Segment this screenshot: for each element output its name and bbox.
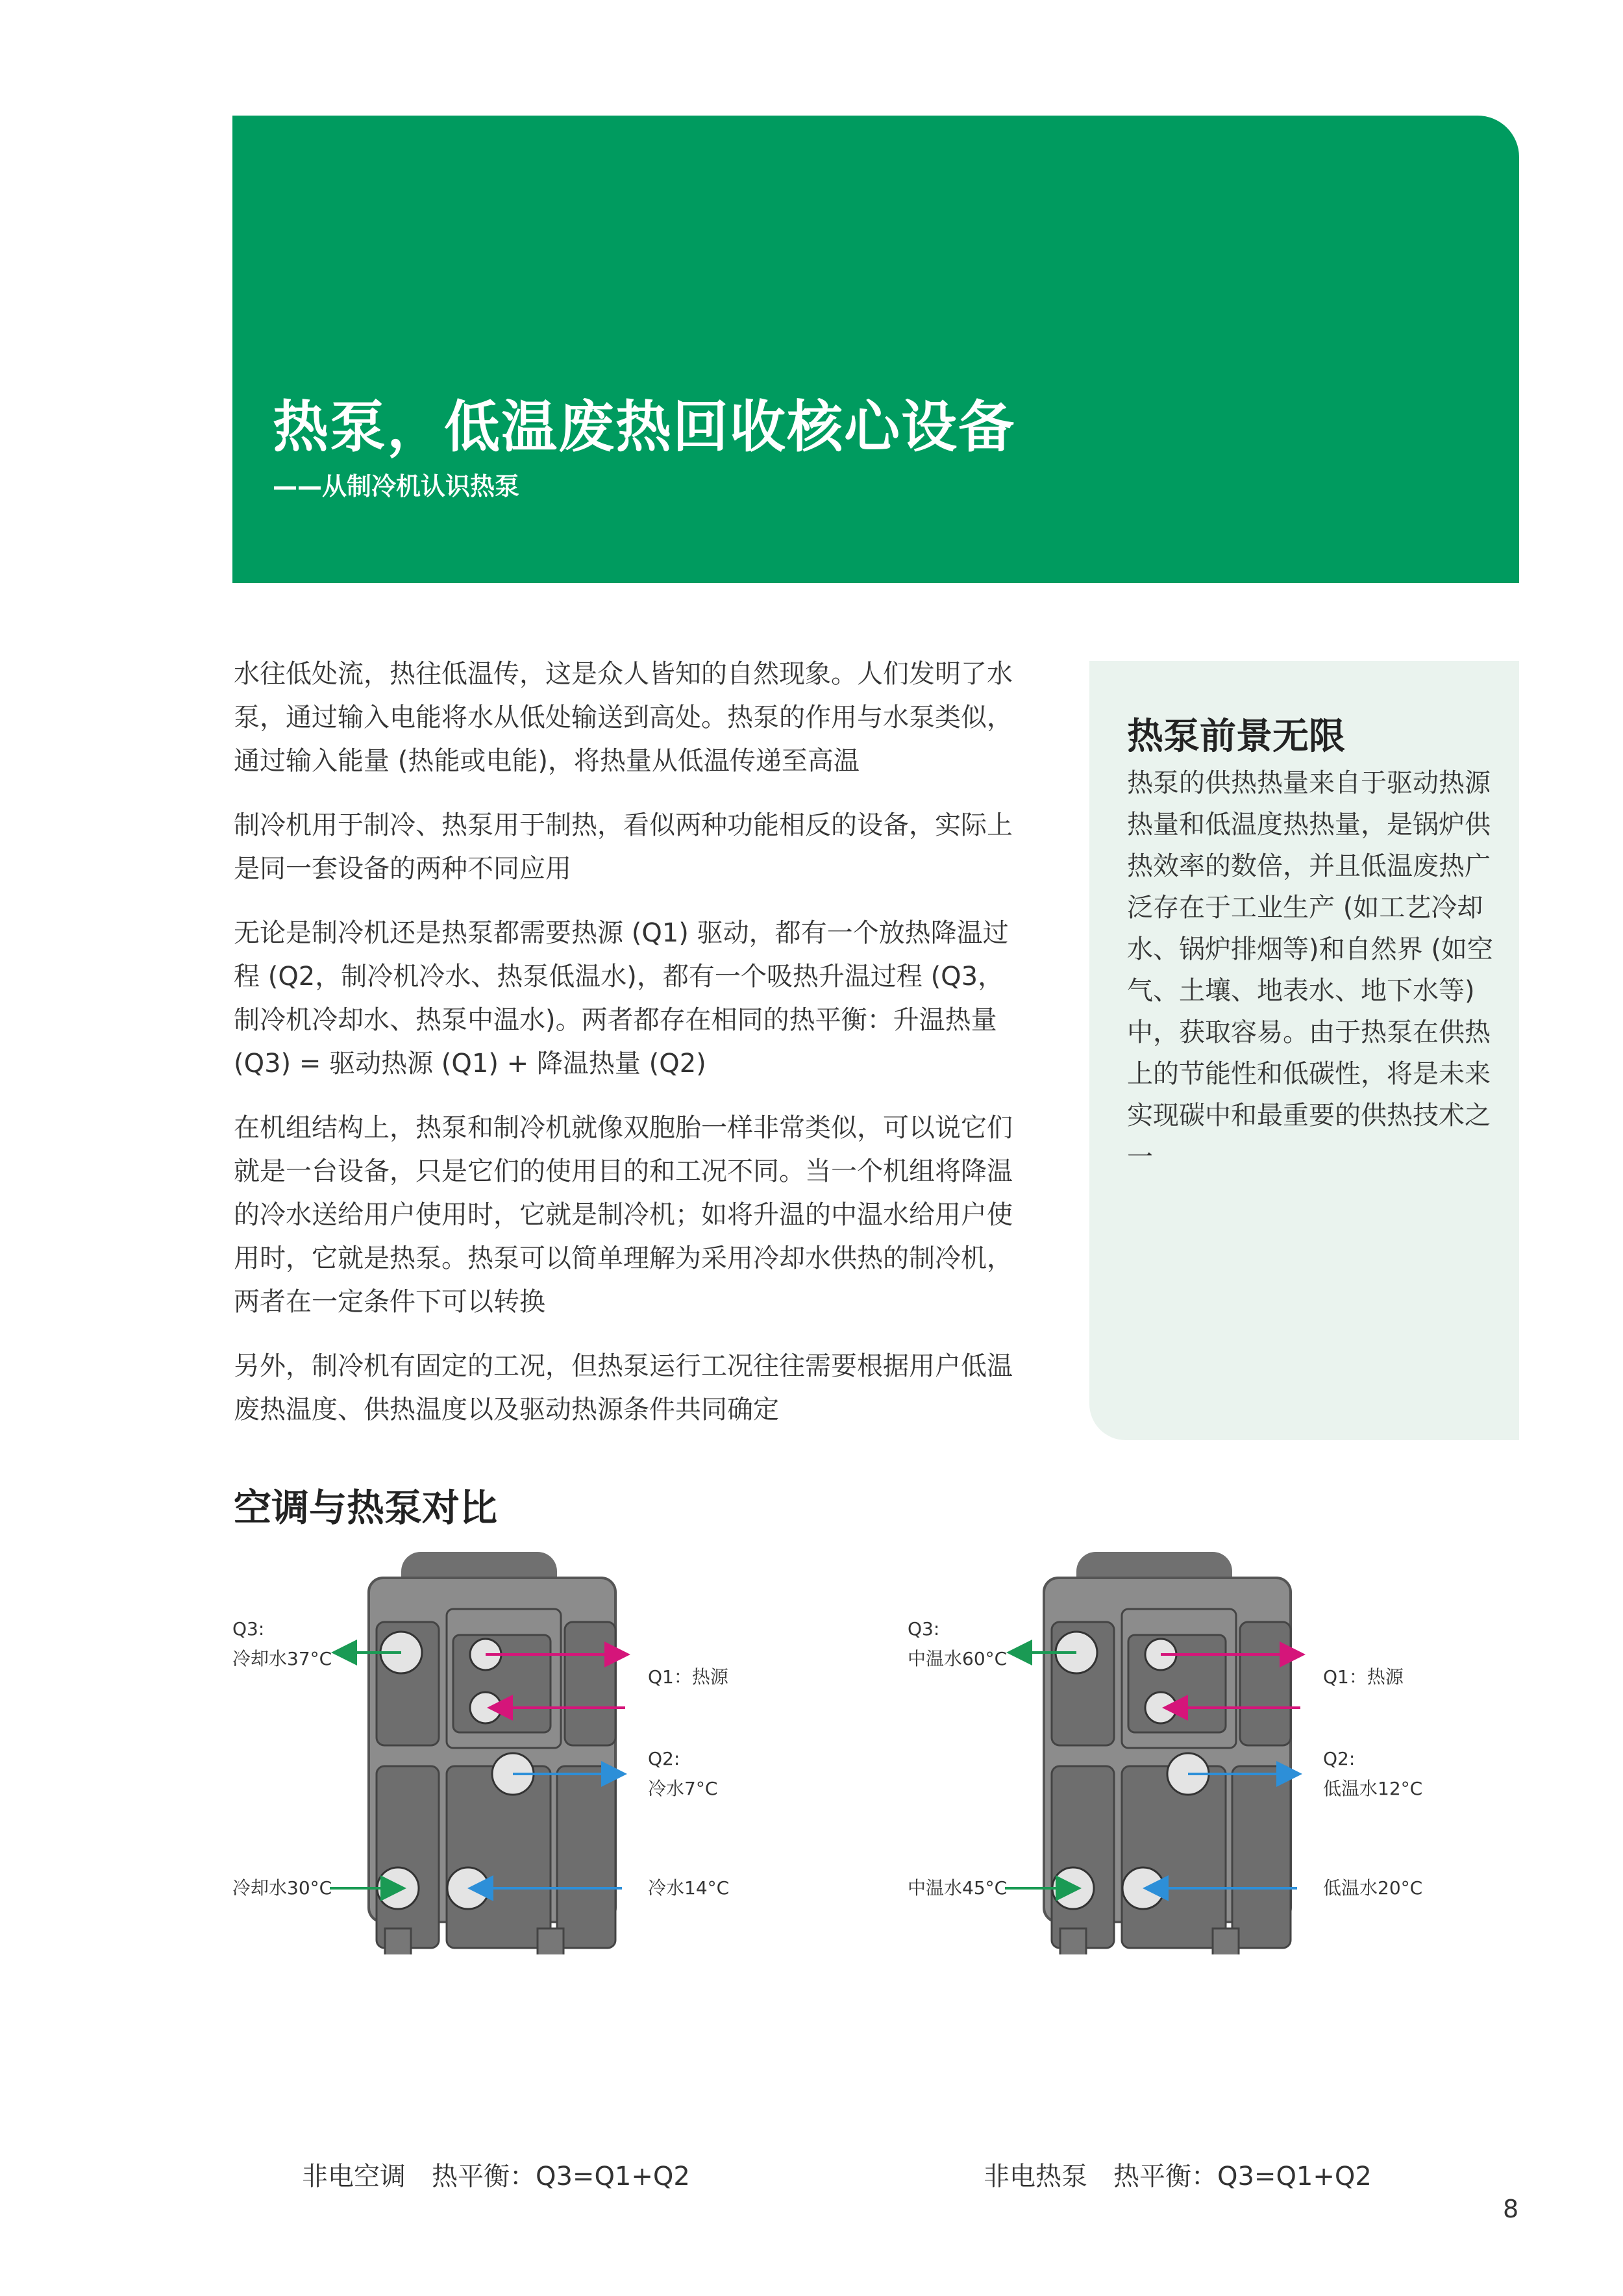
section-title: 空调与热泵对比: [234, 1486, 498, 1530]
q3-value: 冷却水37°C: [232, 1648, 332, 1669]
paragraph: 另外，制冷机有固定的工况，但热泵运行工况往往需要根据用户低温废热温度、供热温度以及驱动热源条件共同确定: [234, 1351, 1013, 1425]
caption-name: 非电空调: [302, 2162, 406, 2191]
q2-title: Q2:: [1323, 1748, 1356, 1769]
caption-heat-pump: [984, 2156, 1398, 2193]
sidebar-box: [1089, 661, 1519, 1440]
paragraph: 无论是制冷机还是热泵都需要热源 (Q1) 驱动，都有一个放热降温过程 (Q2，制冷机冷水、热泵低温水)，都有一个吸热升温过程 (Q3，制冷机冷却水、热泵中温水)。两者都存在相同的热平衡：升温热量 (Q3) = 驱动热源 (Q1) + 降温热量 (Q2): [234, 918, 1009, 1079]
q3-title: Q3:: [908, 1618, 940, 1640]
page-subtitle: ——从制冷机认识热泵: [273, 472, 520, 501]
q1-label: Q1：热源: [648, 1666, 728, 1688]
caption-air-conditioner: [302, 2156, 716, 2193]
page-number: 8: [1503, 2195, 1519, 2223]
inlet-left-label: 中温水45°C: [908, 1877, 1008, 1899]
caption-balance: 热平衡：Q3=Q1+Q2: [1113, 2162, 1372, 2191]
q3-title: Q3:: [232, 1618, 265, 1640]
caption-balance: 热平衡：Q3=Q1+Q2: [432, 2162, 690, 2191]
caption-name: 非电热泵: [984, 2162, 1087, 2191]
sidebar-text: 热泵的供热热量来自于驱动热源热量和低温度热热量，是锅炉供热效率的数倍，并且低温废热广泛存在于工业生产 (如工艺冷却水、锅炉排烟等)和自然界 (如空气、土壤、地表水、地下水等)中，获取容易。由于热泵在供热上的节能性和低碳性，将是未来实现碳中和最重要的供热技术之一: [1127, 768, 1493, 1172]
q1-label: Q1：热源: [1323, 1666, 1404, 1688]
sidebar-title: 热泵前景无限: [1127, 716, 1345, 758]
inlet-right-label: 低温水20°C: [1323, 1877, 1423, 1899]
q2-title: Q2:: [648, 1748, 680, 1769]
q3-label: [908, 1614, 1007, 1674]
paragraph: 在机组结构上，热泵和制冷机就像双胞胎一样非常类似，可以说它们就是一台设备，只是它们的使用目的和工况不同。当一个机组将降温的冷水送给用户使用时，它就是制冷机；如将升温的中温水给用户使用时，它就是热泵。热泵可以简单理解为采用冷却水供热的制冷机，两者在一定条件下可以转换: [234, 1113, 1013, 1317]
q3-value: 中温水60°C: [908, 1648, 1008, 1669]
q2-value: 冷水7°C: [648, 1778, 718, 1799]
page-title: 热泵，低温废热回收核心设备: [273, 395, 1015, 460]
inlet-right-label: 冷水14°C: [648, 1877, 730, 1899]
paragraph: 水往低处流，热往低温传，这是众人皆知的自然现象。人们发明了水泵，通过输入电能将水从低处输送到高处。热泵的作用与水泵类似，通过输入能量 (热能或电能)，将热量从低温传递至高温: [234, 659, 1013, 776]
diagram-air-conditioner: [232, 1552, 882, 1954]
q2-label: [648, 1744, 717, 1804]
q3-label: [232, 1614, 332, 1674]
inlet-left-label: 冷却水30°C: [232, 1877, 332, 1899]
hero-banner: [232, 116, 1519, 583]
body-text: [234, 653, 1013, 1453]
diagram-heat-pump: [908, 1552, 1557, 1954]
q2-label: [1323, 1744, 1422, 1804]
paragraph: 制冷机用于制冷、热泵用于制热，看似两种功能相反的设备，实际上是同一套设备的两种不同应用: [234, 810, 1013, 884]
q2-value: 低温水12°C: [1323, 1778, 1423, 1799]
